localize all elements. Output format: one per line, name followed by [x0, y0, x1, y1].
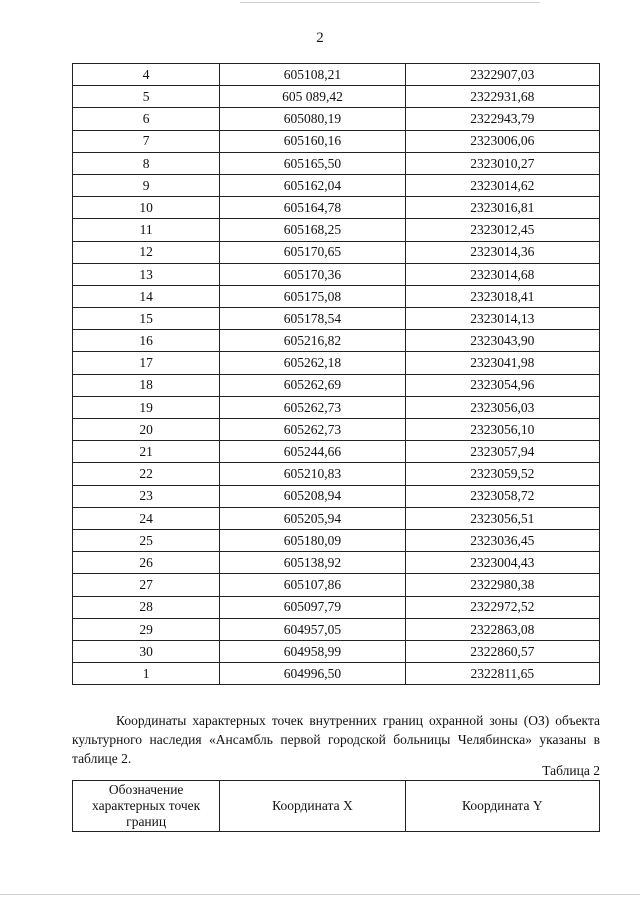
- table-row: [73, 507, 600, 529]
- point-number-cell: 26: [73, 552, 220, 574]
- table-row: [73, 640, 600, 662]
- coordinate-x-cell: 605180,09: [220, 529, 405, 551]
- point-number-cell: 18: [73, 374, 220, 396]
- table-row: [73, 396, 600, 418]
- point-number-cell: 19: [73, 396, 220, 418]
- coordinate-x-cell: 605160,16: [220, 130, 405, 152]
- coordinate-y-cell: 2323057,94: [405, 441, 599, 463]
- point-number-cell: 30: [73, 640, 220, 662]
- point-number-cell: 29: [73, 618, 220, 640]
- table-row: [73, 485, 600, 507]
- coordinates-table: [72, 63, 600, 685]
- point-number-cell: 14: [73, 285, 220, 307]
- point-number-cell: 13: [73, 263, 220, 285]
- table-row: [73, 241, 600, 263]
- table-row: [73, 130, 600, 152]
- coordinate-y-cell: 2322860,57: [405, 640, 599, 662]
- table-row: [73, 86, 600, 108]
- table-row: [73, 197, 600, 219]
- point-number-cell: 16: [73, 330, 220, 352]
- coordinate-x-cell: 604996,50: [220, 663, 405, 685]
- coordinate-y-cell: 2323059,52: [405, 463, 599, 485]
- coordinate-x-cell: 604957,05: [220, 618, 405, 640]
- coordinate-x-cell: 605262,73: [220, 419, 405, 441]
- coordinate-x-cell: 605262,69: [220, 374, 405, 396]
- header-coordinate-y: Координата Y: [405, 781, 599, 832]
- coordinate-x-cell: 605138,92: [220, 552, 405, 574]
- page-number: 2: [316, 30, 324, 46]
- table-row: [73, 308, 600, 330]
- coordinate-y-cell: 2323043,90: [405, 330, 599, 352]
- table-2-caption: Таблица 2: [542, 763, 600, 778]
- table-row: [73, 374, 600, 396]
- point-number-cell: 20: [73, 419, 220, 441]
- coordinate-y-cell: 2323058,72: [405, 485, 599, 507]
- table-2-header-row: [73, 781, 600, 832]
- table-row: [73, 219, 600, 241]
- coordinate-y-cell: 2323041,98: [405, 352, 599, 374]
- point-number-cell: 28: [73, 596, 220, 618]
- point-number-cell: 6: [73, 108, 220, 130]
- table-row: [73, 441, 600, 463]
- table-row: [73, 64, 600, 86]
- coordinate-y-cell: 2322931,68: [405, 86, 599, 108]
- table-row: [73, 352, 600, 374]
- point-number-cell: 12: [73, 241, 220, 263]
- point-number-cell: 25: [73, 529, 220, 551]
- scan-bottom-edge: [0, 894, 640, 895]
- table-row: [73, 663, 600, 685]
- coordinate-y-cell: 2323056,51: [405, 507, 599, 529]
- table-2-header: [72, 780, 600, 832]
- header-coordinate-x: Координата X: [220, 781, 405, 832]
- coordinate-y-cell: 2323006,06: [405, 130, 599, 152]
- coordinate-y-cell: 2323056,10: [405, 419, 599, 441]
- table-row: [73, 618, 600, 640]
- coordinate-x-cell: 605175,08: [220, 285, 405, 307]
- coordinate-y-cell: 2322811,65: [405, 663, 599, 685]
- coordinate-y-cell: 2323014,13: [405, 308, 599, 330]
- point-number-cell: 24: [73, 507, 220, 529]
- coordinate-y-cell: 2323010,27: [405, 152, 599, 174]
- point-number-cell: 21: [73, 441, 220, 463]
- coordinate-y-cell: 2323014,36: [405, 241, 599, 263]
- coordinate-y-cell: 2323056,03: [405, 396, 599, 418]
- table-row: [73, 152, 600, 174]
- coordinate-y-cell: 2322972,52: [405, 596, 599, 618]
- coordinate-x-cell: 605210,83: [220, 463, 405, 485]
- coordinate-x-cell: 605164,78: [220, 197, 405, 219]
- header-point-designation: Обозначение характерных точек границ: [73, 781, 220, 832]
- coordinate-x-cell: 605262,73: [220, 396, 405, 418]
- table-row: [73, 330, 600, 352]
- table-row: [73, 529, 600, 551]
- coordinate-x-cell: 605080,19: [220, 108, 405, 130]
- scan-top-edge: [240, 2, 540, 3]
- coordinate-x-cell: 605178,54: [220, 308, 405, 330]
- table-row: [73, 174, 600, 196]
- point-number-cell: 9: [73, 174, 220, 196]
- point-number-cell: 7: [73, 130, 220, 152]
- point-number-cell: 10: [73, 197, 220, 219]
- coordinate-x-cell: 605170,65: [220, 241, 405, 263]
- coordinate-x-cell: 605205,94: [220, 507, 405, 529]
- coordinates-table-body: [73, 64, 600, 685]
- coordinate-y-cell: 2323054,96: [405, 374, 599, 396]
- coordinate-x-cell: 605168,25: [220, 219, 405, 241]
- coordinate-y-cell: 2322943,79: [405, 108, 599, 130]
- point-number-cell: 23: [73, 485, 220, 507]
- table-row: [73, 419, 600, 441]
- coordinate-x-cell: 605108,21: [220, 64, 405, 86]
- coordinate-x-cell: 605170,36: [220, 263, 405, 285]
- point-number-cell: 5: [73, 86, 220, 108]
- point-number-cell: 8: [73, 152, 220, 174]
- point-number-cell: 4: [73, 64, 220, 86]
- coordinate-y-cell: 2322863,08: [405, 618, 599, 640]
- coordinate-x-cell: 605165,50: [220, 152, 405, 174]
- coordinate-x-cell: 605262,18: [220, 352, 405, 374]
- coordinate-x-cell: 605162,04: [220, 174, 405, 196]
- coordinate-x-cell: 605 089,42: [220, 86, 405, 108]
- point-number-cell: 27: [73, 574, 220, 596]
- coordinate-y-cell: 2322980,38: [405, 574, 599, 596]
- table-row: [73, 263, 600, 285]
- coordinate-x-cell: 605107,86: [220, 574, 405, 596]
- table-row: [73, 463, 600, 485]
- description-paragraph: Координаты характерных точек внутренних границ охранной зоны (ОЗ) объекта культурного наследия «Ансамбль первой городской больницы Челябинска» указаны в таблице 2.: [72, 713, 600, 766]
- coordinate-y-cell: 2323012,45: [405, 219, 599, 241]
- coordinate-x-cell: 604958,99: [220, 640, 405, 662]
- point-number-cell: 1: [73, 663, 220, 685]
- point-number-cell: 17: [73, 352, 220, 374]
- table-row: [73, 574, 600, 596]
- table-row: [73, 285, 600, 307]
- coordinate-y-cell: 2322907,03: [405, 64, 599, 86]
- coordinate-y-cell: 2323014,68: [405, 263, 599, 285]
- point-number-cell: 11: [73, 219, 220, 241]
- coordinate-x-cell: 605208,94: [220, 485, 405, 507]
- coordinate-y-cell: 2323016,81: [405, 197, 599, 219]
- coordinate-x-cell: 605216,82: [220, 330, 405, 352]
- table-row: [73, 552, 600, 574]
- table-row: [73, 596, 600, 618]
- coordinate-y-cell: 2323014,62: [405, 174, 599, 196]
- table-row: [73, 108, 600, 130]
- point-number-cell: 15: [73, 308, 220, 330]
- point-number-cell: 22: [73, 463, 220, 485]
- coordinate-y-cell: 2323018,41: [405, 285, 599, 307]
- coordinate-x-cell: 605097,79: [220, 596, 405, 618]
- coordinate-x-cell: 605244,66: [220, 441, 405, 463]
- coordinate-y-cell: 2323004,43: [405, 552, 599, 574]
- coordinate-y-cell: 2323036,45: [405, 529, 599, 551]
